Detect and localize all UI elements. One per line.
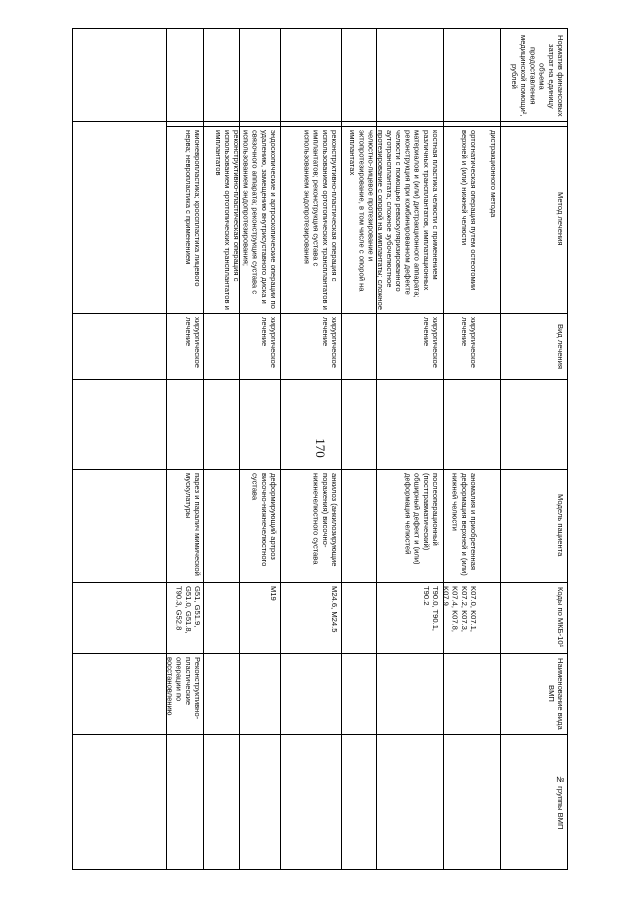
row3-codes: T90.0, T90.1, T90.2 xyxy=(421,586,440,632)
row5-treatment: хирургическое лечение xyxy=(259,317,278,368)
row6-treatment: хирургическое лечение xyxy=(183,317,202,368)
row4-model: анкилоз (анкилозирующие поражения) височно-нижнечелюстного сустава xyxy=(311,473,339,567)
row3-treatment: хирургическое лечение xyxy=(421,317,440,368)
row1-method: дистракционного метода xyxy=(489,130,498,218)
row6-model: парез и паралич мимической мускулатуры xyxy=(183,473,202,576)
row2-codes: K07.0, K07.1, K07.2, K07.3, K07.4, K07.8, K07.9 xyxy=(441,586,478,633)
header-cost-norm: Норматив финансовых затрат на единицу объема предоставления медицинской помощи², рублей xyxy=(509,35,565,117)
header-icd-codes: Коды по МКБ-10¹ xyxy=(556,587,565,648)
header-vmp-name: Наименование вида ВМП xyxy=(546,657,565,730)
row3-method: костная пластика челюсти с применением различных трансплантатов, имплатационных материалов и (или) дистракционного аппарата; реконструкция при комбинированном дефекте челюсти с помощью реваскуляризированного аутотрансплантата; сложное зубочелюстное протезирование с опорой на имплантаты; сложное челюстно-лицевое протезирование и эктопротезирование, в том числе с опорой на имплантатах xyxy=(348,130,440,310)
treatment-table xyxy=(72,28,568,870)
row4-method: реконструктивно-пластическая операция с использованием ортотопических трансплантатов и имплантатов; реконструкция сустава с использованием эндопротезирования xyxy=(302,130,339,310)
row2-method: ортогнатическая операция путем остеотомии верхней и (или) нижней челюсти xyxy=(459,130,478,291)
row5-codes: M19 xyxy=(269,586,278,601)
row6-vmp-name: Реконструктивно-пластические операции по восстановлению xyxy=(165,657,202,720)
row4-codes: M24.6, M24.5 xyxy=(330,586,339,633)
row5-method: эндоскопические и артроскопические операции по удалению, замещению внутрисуставного диска и связочного аппарата; реконструкция сустава с использованием эндопротезирования; реконструктивно-пластическая операция с использованием ортотопических трансплантатов и имплантатов xyxy=(213,130,278,310)
header-group-number: № группы ВМП xyxy=(556,775,565,830)
row3-model: послеоперационный (посттравматический) обширный дефект и (или) деформация челюстей xyxy=(403,473,440,565)
row6-method: мионевропластика; кросспластика лицевого нерва; невропластика с применением xyxy=(183,130,202,287)
header-treatment-type: Вид лечения xyxy=(556,323,565,369)
row5-model: деформирующий артроз височно-нижнечелюстного сустава xyxy=(250,473,278,567)
row4-treatment: хирургическое лечение xyxy=(320,317,339,368)
header-patient-model: Модель пациента xyxy=(556,494,565,557)
header-method: Метод лечения xyxy=(556,192,565,246)
row2-treatment: хирургическое лечение xyxy=(459,317,478,368)
page-number: 170 xyxy=(313,438,328,458)
row6-codes: G51, G51.9, G51.0, G51.8, T90.3, G52.8 xyxy=(174,586,202,634)
row2-model: аномалия и приобретенная деформация верхней и (или) нижней челюсти xyxy=(450,473,478,576)
